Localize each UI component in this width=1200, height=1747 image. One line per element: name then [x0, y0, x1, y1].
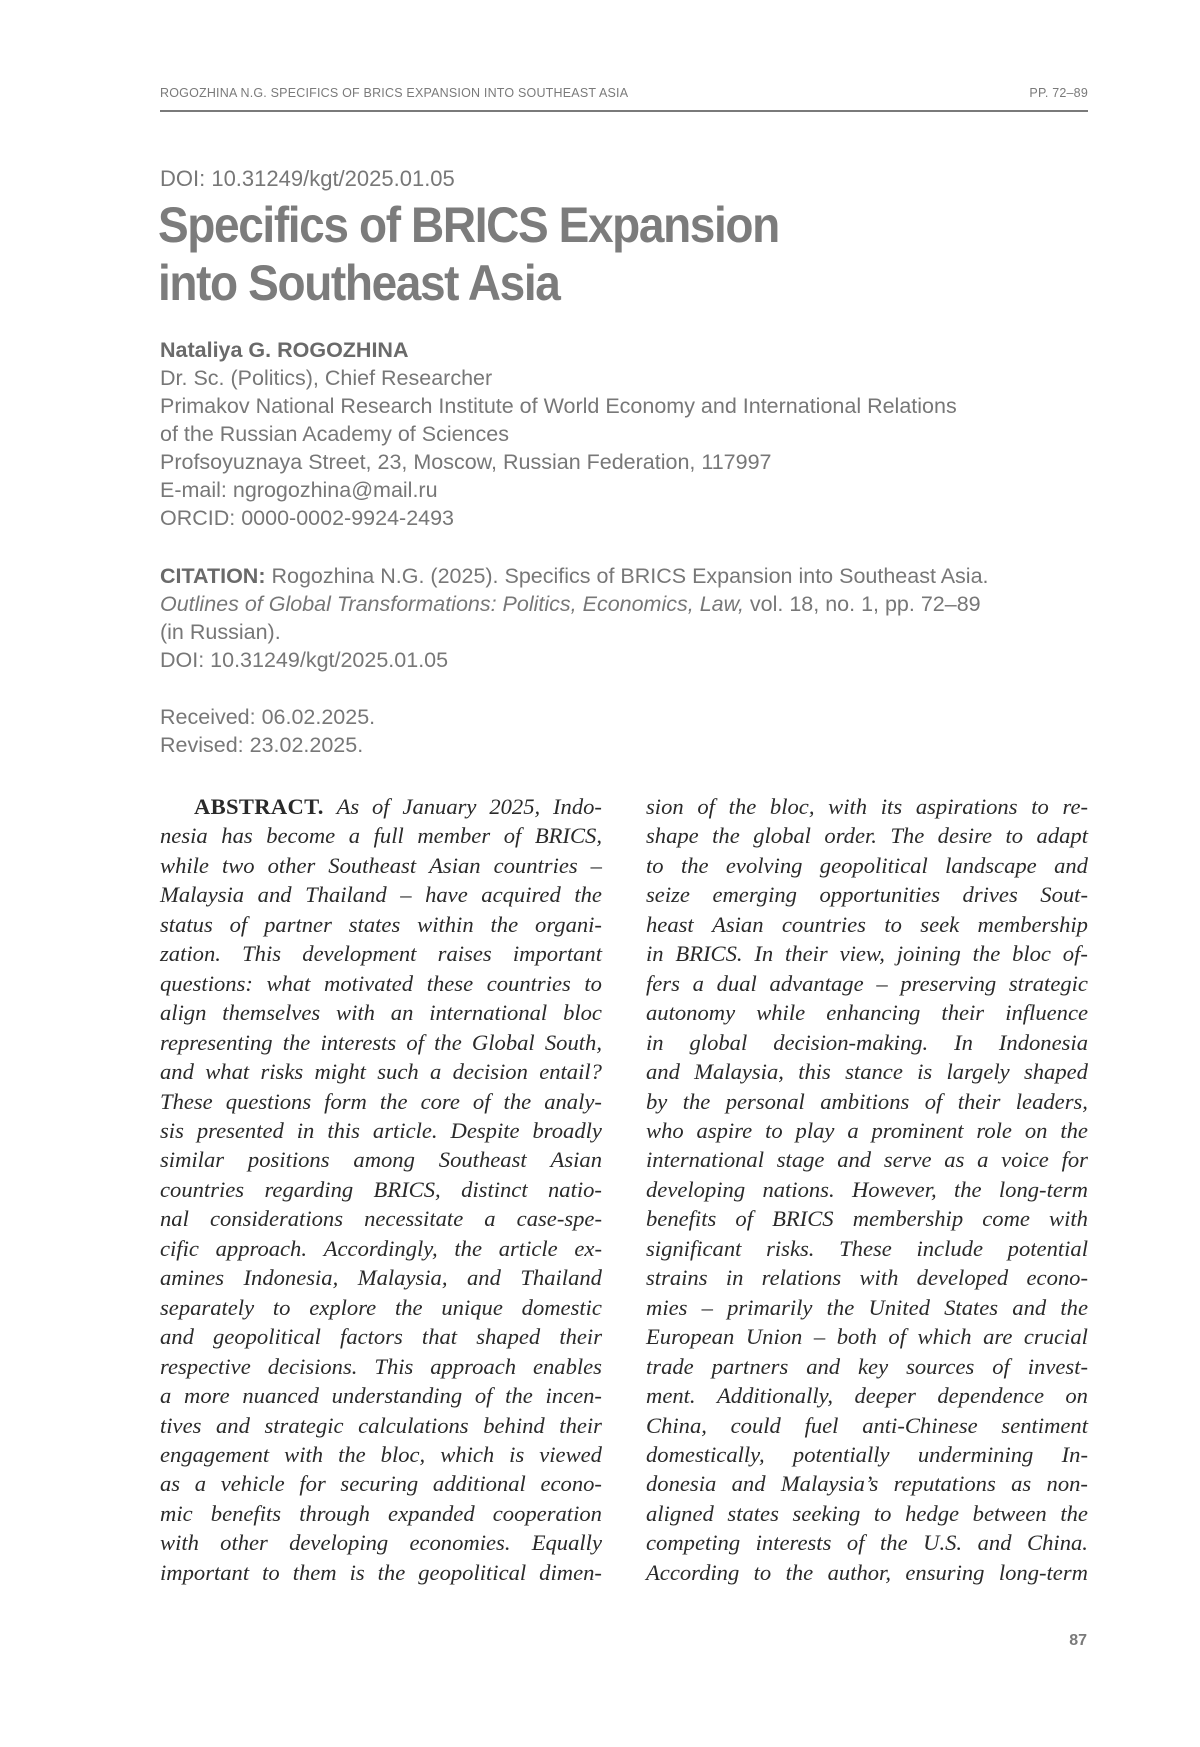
article-dates: [160, 703, 375, 759]
abstract-line: and geopolitical factors that shaped their: [160, 1324, 602, 1350]
author-name: Nataliya G. ROGOZHINA: [160, 338, 409, 362]
citation-text-2: vol. 18, no. 1, pp. 72–89: [749, 592, 981, 616]
abstract-line: zation. This development raises important: [160, 941, 602, 967]
abstract-line: significant risks. These include potential: [646, 1235, 1088, 1261]
citation-journal: Outlines of Global Transformations: Politics, Economics, Law,: [160, 592, 744, 616]
abstract-line: by the personal ambitions of their leaders,: [646, 1088, 1088, 1114]
abstract-line: engagement with the bloc, which is viewed: [160, 1441, 602, 1467]
article-doi: DOI: 10.31249/kgt/2025.01.05: [160, 166, 455, 191]
abstract-line: questions: what motivated these countries to: [160, 970, 602, 996]
abstract-line: European Union – both of which are crucial: [646, 1324, 1088, 1350]
abstract-line: ment. Additionally, deeper dependence on: [646, 1383, 1088, 1409]
abstract-line: Malaysia and Thailand – have acquired the: [160, 882, 602, 908]
abstract-column-left: [160, 792, 602, 1587]
abstract-line: to the evolving geopolitical landscape and: [646, 852, 1088, 878]
abstract-line: sion of the bloc, with its aspirations to re-: [646, 794, 1088, 819]
abstract-line: strains in relations with developed econo-: [646, 1265, 1088, 1291]
abstract-line: separately to explore the unique domestic: [160, 1294, 602, 1320]
abstract-line: domestically, potentially undermining In-: [646, 1441, 1088, 1467]
revised-date: Revised: 23.02.2025.: [160, 733, 364, 757]
author-block: [160, 336, 957, 532]
abstract-line: while two other Southeast Asian countries –: [160, 852, 602, 878]
citation-doi: DOI: 10.31249/kgt/2025.01.05: [160, 648, 449, 672]
abstract-line: in global decision-making. In Indonesia: [646, 1029, 1088, 1055]
abstract-line: important to them is the geopolitical dimen-: [160, 1559, 602, 1585]
abstract-line: who aspire to play a prominent role on the: [646, 1117, 1088, 1143]
author-degree: Dr. Sc. (Politics), Chief Researcher: [160, 366, 493, 390]
abstract-line: aligned states seeking to hedge between the: [646, 1500, 1088, 1526]
citation-line-2: [160, 590, 1090, 618]
abstract-line: mic benefits through expanded cooperation: [160, 1500, 602, 1526]
abstract-line: benefits of BRICS membership come with: [646, 1206, 1088, 1232]
author-affiliation-1: Primakov National Research Institute of World Economy and International Relations: [160, 394, 957, 418]
abstract-line: shape the global order. The desire to adapt: [646, 823, 1088, 849]
abstract-line: with other developing economies. Equally: [160, 1530, 602, 1556]
running-title: ROGOZHINA N.G. SPECIFICS OF BRICS EXPANSION INTO SOUTHEAST ASIA: [160, 86, 629, 100]
abstract-line: donesia and Malaysia’s reputations as non-: [646, 1471, 1088, 1497]
abstract-line: representing the interests of the Global South,: [160, 1029, 602, 1055]
abstract-line: According to the author, ensuring long-term: [646, 1559, 1088, 1585]
abstract-line: international stage and serve as a voice for: [646, 1147, 1088, 1173]
author-address: Profsoyuznaya Street, 23, Moscow, Russian Federation, 117997: [160, 450, 772, 474]
abstract-line: status of partner states within the organi-: [160, 911, 602, 937]
page-range: PP. 72–89: [1029, 86, 1088, 100]
abstract-line: heast Asian countries to seek membership: [646, 911, 1088, 937]
title-line-2: into Southeast Asia: [158, 255, 560, 311]
author-affiliation-2: of the Russian Academy of Sciences: [160, 422, 509, 446]
abstract-line: nesia has become a full member of BRICS,: [160, 823, 602, 849]
abstract-line: cific approach. Accordingly, the article ex-: [160, 1235, 602, 1261]
abstract-line: similar positions among Southeast Asian: [160, 1147, 602, 1173]
abstract-line: trade partners and key sources of invest-: [646, 1353, 1088, 1379]
abstract-line: and Malaysia, this stance is largely shaped: [646, 1059, 1088, 1085]
received-date: Received: 06.02.2025.: [160, 705, 376, 729]
abstract-line: a more nuanced understanding of the incen-: [160, 1383, 602, 1409]
abstract-line: seize emerging opportunities drives Sout-: [646, 882, 1088, 908]
abstract-line: competing interests of the U.S. and China.: [646, 1530, 1088, 1556]
abstract-line: countries regarding BRICS, distinct natio-: [160, 1176, 602, 1202]
citation-line-1: [160, 562, 1090, 590]
citation-label: CITATION:: [160, 564, 266, 588]
citation-block: [160, 562, 1090, 674]
running-header: [160, 86, 1088, 112]
abstract-line: nal considerations necessitate a case-spe-: [160, 1206, 602, 1232]
abstract-column-right: [646, 792, 1088, 1587]
abstract-label: ABSTRACT.: [194, 794, 324, 819]
abstract-line: autonomy while enhancing their influence: [646, 1000, 1088, 1026]
page-number: 87: [1069, 1632, 1087, 1649]
abstract-line: respective decisions. This approach enables: [160, 1353, 602, 1379]
abstract-line: sis presented in this article. Despite broadly: [160, 1117, 602, 1143]
abstract-line: align themselves with an international bloc: [160, 1000, 602, 1026]
title-line-1: Specifics of BRICS Expansion: [158, 197, 779, 253]
abstract-line: mies – primarily the United States and the: [646, 1294, 1088, 1320]
author-orcid: ORCID: 0000-0002-9924-2493: [160, 506, 455, 530]
author-email: E-mail: ngrogozhina@mail.ru: [160, 478, 438, 502]
abstract-line: as a vehicle for securing additional econo-: [160, 1471, 602, 1497]
abstract-line: tives and strategic calculations behind their: [160, 1412, 602, 1438]
abstract-line: fers a dual advantage – preserving strategic: [646, 970, 1088, 996]
abstract-line: and what risks might such a decision entail?: [160, 1059, 602, 1085]
abstract-line: ABSTRACT. As of January 2025, Indo-: [160, 792, 602, 821]
abstract-line: developing nations. However, the long-term: [646, 1176, 1088, 1202]
abstract-line: amines Indonesia, Malaysia, and Thailand: [160, 1265, 602, 1291]
citation-text-3: (in Russian).: [160, 620, 281, 644]
citation-text-1: Rogozhina N.G. (2025). Specifics of BRICS Expansion into Southeast Asia.: [271, 564, 989, 588]
abstract-line: These questions form the core of the analy-: [160, 1088, 602, 1114]
article-title: [158, 196, 802, 312]
abstract-line: China, could fuel anti-Chinese sentiment: [646, 1412, 1088, 1438]
abstract-line: in BRICS. In their view, joining the bloc of-: [646, 941, 1088, 967]
